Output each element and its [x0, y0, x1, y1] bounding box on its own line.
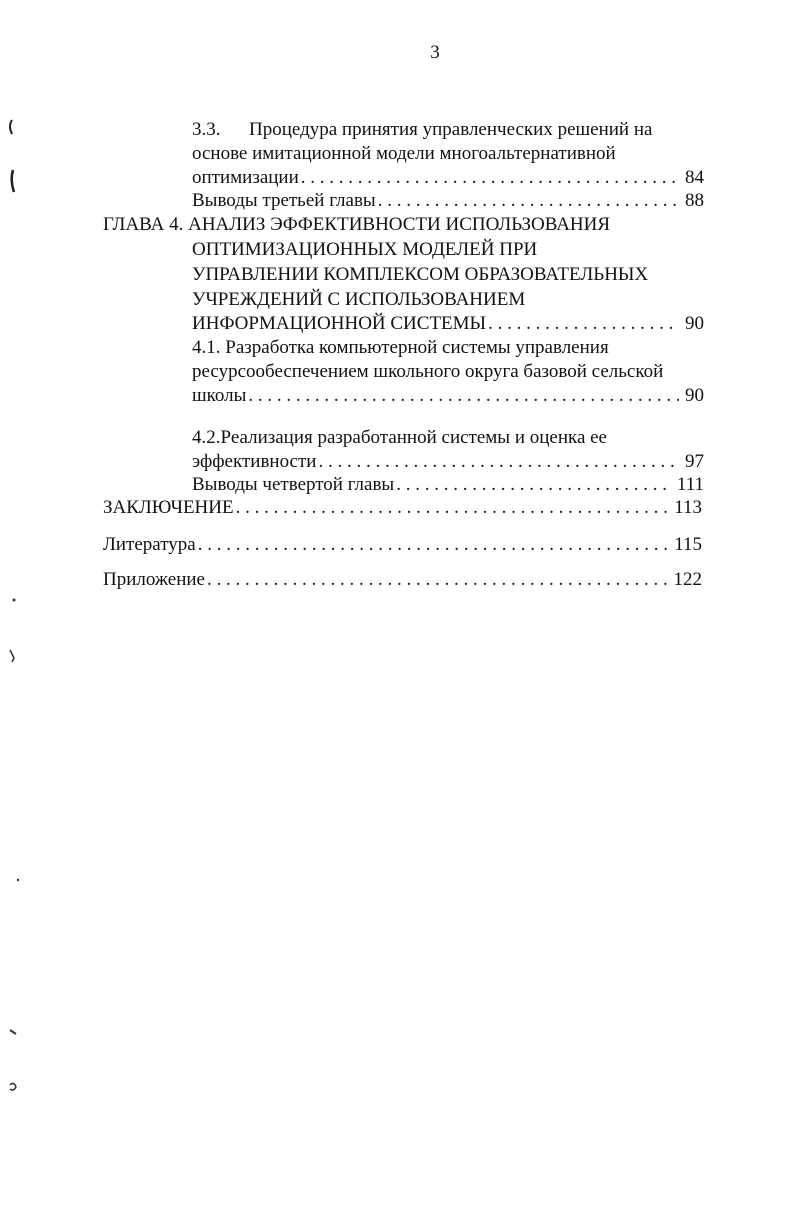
- toc-chapter4-line2: ОПТИМИЗАЦИОННЫХ МОДЕЛЕЙ ПРИ: [192, 239, 538, 260]
- toc-entry-4-2-page: 97: [685, 451, 704, 472]
- toc-entry-appendix: [103, 568, 702, 592]
- toc-entry-chapter3-conclusions: [192, 189, 704, 213]
- scan-artifacts: [0, 110, 30, 1110]
- toc-chapter4-last-line: [192, 312, 704, 336]
- leader-dots: [488, 312, 679, 336]
- toc-entry-title: Выводы четвертой главы: [192, 474, 395, 495]
- leader-dots: [378, 189, 679, 213]
- toc-entry-page: 88: [685, 190, 704, 211]
- toc-entry-4-1-line1: 4.1. Разработка компьютерной системы управления: [192, 337, 609, 358]
- toc-entry-page: 113: [674, 497, 702, 518]
- toc-entry-4-1-page: 90: [685, 385, 704, 406]
- toc-entry-page: 111: [676, 474, 704, 495]
- leader-dots: [236, 496, 669, 520]
- leader-dots: [301, 166, 679, 190]
- toc-chapter4-line4: УЧРЕЖДЕНИЙ С ИСПОЛЬЗОВАНИЕМ: [192, 289, 526, 310]
- toc-entry-4-1-line2: ресурсообеспечением школьного округа базовой сельской: [192, 361, 664, 382]
- toc-entry-page: 115: [674, 534, 702, 555]
- toc-entry-3-3-last-line: [192, 166, 704, 190]
- toc-chapter4-line3: УПРАВЛЕНИИ КОМПЛЕКСОМ ОБРАЗОВАТЕЛЬНЫХ: [192, 264, 649, 285]
- toc-entry-title: Выводы третьей главы: [192, 190, 376, 211]
- toc-entry-title: ЗАКЛЮЧЕНИЕ: [103, 497, 234, 518]
- toc-entry-3-3-title-line2: основе имитационной модели многоальтернативной: [192, 143, 616, 164]
- toc-chapter4-page: 90: [685, 313, 704, 334]
- leader-dots: [207, 568, 668, 592]
- toc-entry-chapter4-conclusions: [192, 473, 704, 497]
- toc-entry-title: Литература: [103, 534, 196, 555]
- toc-entry-title: Приложение: [103, 569, 205, 590]
- page-number: 3: [430, 42, 440, 63]
- leader-dots: [396, 473, 671, 497]
- toc-entry-4-2-line1: 4.2.Реализация разработанной системы и оценка ее: [192, 427, 607, 448]
- leader-dots: [318, 450, 679, 474]
- toc-entry-3-3-title-line3: оптимизации: [192, 167, 299, 188]
- leader-dots: [248, 384, 679, 408]
- toc-entry-4-1-last-line: [192, 384, 704, 408]
- toc-entry-4-2-last-line: [192, 450, 704, 474]
- toc-chapter4-line5: ИНФОРМАЦИОННОЙ СИСТЕМЫ: [192, 313, 487, 334]
- toc-entry-literature: [103, 533, 702, 557]
- toc-entry-3-3-number: 3.3.: [192, 119, 221, 140]
- toc-entry-3-3-title-line1: Процедура принятия управленческих решений на: [249, 119, 653, 140]
- leader-dots: [198, 533, 668, 557]
- toc-entry-3-3-page: 84: [685, 167, 704, 188]
- toc-entry-conclusion: [103, 496, 702, 520]
- toc-chapter4-line1: ГЛАВА 4. АНАЛИЗ ЭФФЕКТИВНОСТИ ИСПОЛЬЗОВАНИЯ: [103, 214, 611, 235]
- toc-entry-page: 122: [673, 569, 702, 590]
- toc-entry-4-1-line3: школы: [192, 385, 247, 406]
- toc-entry-4-2-line2: эффективности: [192, 451, 317, 472]
